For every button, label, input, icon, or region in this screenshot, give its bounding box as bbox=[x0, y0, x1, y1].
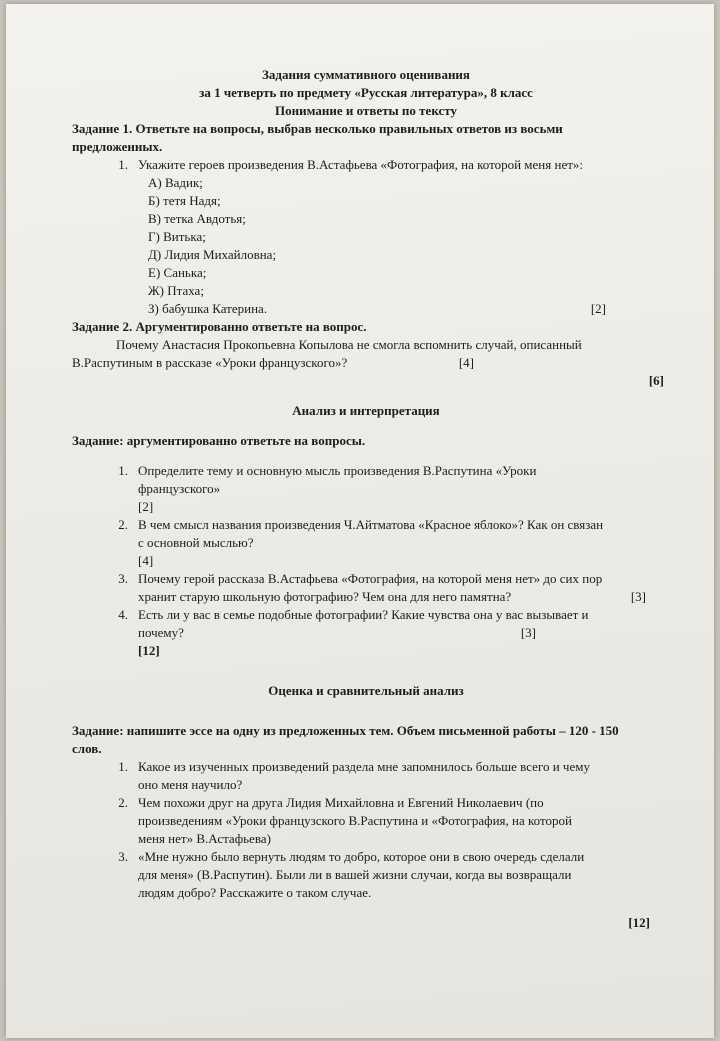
task2-mark: [4] bbox=[458, 355, 474, 370]
item-text-line: с основной мыслью? bbox=[138, 535, 254, 550]
item-number: 1. bbox=[118, 759, 128, 774]
item-mark: [2] bbox=[138, 499, 154, 514]
task1-title: Задание 1. Ответьте на вопросы, выбрав несколько правильных ответов из восьми предложенных. bbox=[72, 121, 563, 154]
item-number: 4. bbox=[118, 607, 128, 622]
list-item bbox=[86, 606, 646, 660]
section3-task-title: Задание: напишите эссе на одну из предложенных тем. Объем письменной работы – 120 - 150 слов. bbox=[72, 723, 619, 756]
option: Б) тетя Надя; bbox=[148, 193, 221, 208]
section2-task-title: Задание: аргументированно ответьте на вопросы. bbox=[72, 433, 366, 448]
section3-title: Оценка и сравнительный анализ bbox=[268, 683, 464, 698]
option: Д) Лидия Михайловна; bbox=[148, 247, 277, 262]
task1-question-number: 1. bbox=[118, 157, 128, 172]
section3-total: [12] bbox=[628, 915, 650, 930]
item-number: 3. bbox=[118, 849, 128, 864]
option: А) Вадик; bbox=[148, 175, 203, 190]
option: З) бабушка Катерина. bbox=[148, 301, 268, 316]
list-item bbox=[86, 570, 646, 606]
task1-question bbox=[86, 156, 646, 174]
item-text-line: Есть ли у вас в семье подобные фотографии? Какие чувства она у вас вызывает и bbox=[138, 607, 589, 622]
option: Г) Витька; bbox=[148, 229, 206, 244]
section2-total: [12] bbox=[138, 643, 160, 658]
doc-title: Задания суммативного оценивания bbox=[262, 67, 470, 82]
list-item bbox=[86, 794, 646, 848]
item-text-line: хранит старую школьную фотографию? Чем она для него памятна? bbox=[138, 589, 512, 604]
item-text-line: Чем похожи друг на друга Лидия Михайловна и Евгений Николаевич (по bbox=[138, 795, 544, 810]
task1-question-text: Укажите героев произведения В.Астафьева «Фотография, на которой меня нет»: bbox=[138, 157, 584, 172]
item-text-line: Почему герой рассказа В.Астафьева «Фотография, на которой меня нет» до сих пор bbox=[138, 571, 603, 586]
option-last-row bbox=[86, 300, 646, 318]
section1-title: Понимание и ответы по тексту bbox=[275, 103, 457, 118]
option: Е) Санька; bbox=[148, 265, 207, 280]
list-item bbox=[86, 462, 646, 516]
list-item bbox=[86, 758, 646, 794]
option: В) тетка Авдотья; bbox=[148, 211, 246, 226]
item-mark: [3] bbox=[520, 625, 536, 640]
item-number: 2. bbox=[118, 517, 128, 532]
item-text-line: произведениям «Уроки французского В.Распутина и «Фотография, на которой bbox=[138, 813, 572, 828]
task2-title: Задание 2. Аргументированно ответьте на вопрос. bbox=[72, 319, 367, 334]
item-number: 2. bbox=[118, 795, 128, 810]
task2-question-line1: Почему Анастасия Прокопьевна Копылова не смогла вспомнить случай, описанный bbox=[116, 337, 582, 352]
item-number: 1. bbox=[118, 463, 128, 478]
item-text-line: оно меня научило? bbox=[138, 777, 243, 792]
section2-title: Анализ и интерпретация bbox=[292, 403, 440, 418]
item-text-line: для меня» (В.Распутин). Были ли в вашей жизни случаи, когда вы возвращали bbox=[138, 867, 572, 882]
task2-total: [6] bbox=[648, 373, 664, 388]
item-text-line: французского» bbox=[138, 481, 221, 496]
task2-question-row bbox=[72, 354, 646, 372]
item-text-line: В чем смысл названия произведения Ч.Айтматова «Красное яблоко»? Как он связан bbox=[138, 517, 604, 532]
item-number: 3. bbox=[118, 571, 128, 586]
item-text-line: людям добро? Расскажите о таком случае. bbox=[138, 885, 372, 900]
list-item bbox=[86, 848, 646, 902]
list-item bbox=[86, 516, 646, 570]
item-mark: [3] bbox=[630, 589, 646, 604]
item-text-line: меня нет» В.Астафьева) bbox=[138, 831, 271, 846]
item-mark: [4] bbox=[138, 553, 154, 568]
option: Ж) Птаха; bbox=[148, 283, 204, 298]
doc-subtitle: за 1 четверть по предмету «Русская литература», 8 класс bbox=[199, 85, 533, 100]
item-text-line: почему? bbox=[138, 625, 184, 640]
item-text-line: Определите тему и основную мысль произведения В.Распутина «Уроки bbox=[138, 463, 537, 478]
task1-mark: [2] bbox=[590, 301, 606, 316]
task2-question-line2: В.Распутиным в рассказе «Уроки французского»? bbox=[72, 355, 348, 370]
item-text-line: «Мне нужно было вернуть людям то добро, которое они в свою очередь сделали bbox=[138, 849, 585, 864]
paper-sheet bbox=[6, 4, 714, 1038]
item-text-line: Какое из изученных произведений раздела мне запомнилось больше всего и чему bbox=[138, 759, 590, 774]
document-page bbox=[72, 66, 664, 932]
